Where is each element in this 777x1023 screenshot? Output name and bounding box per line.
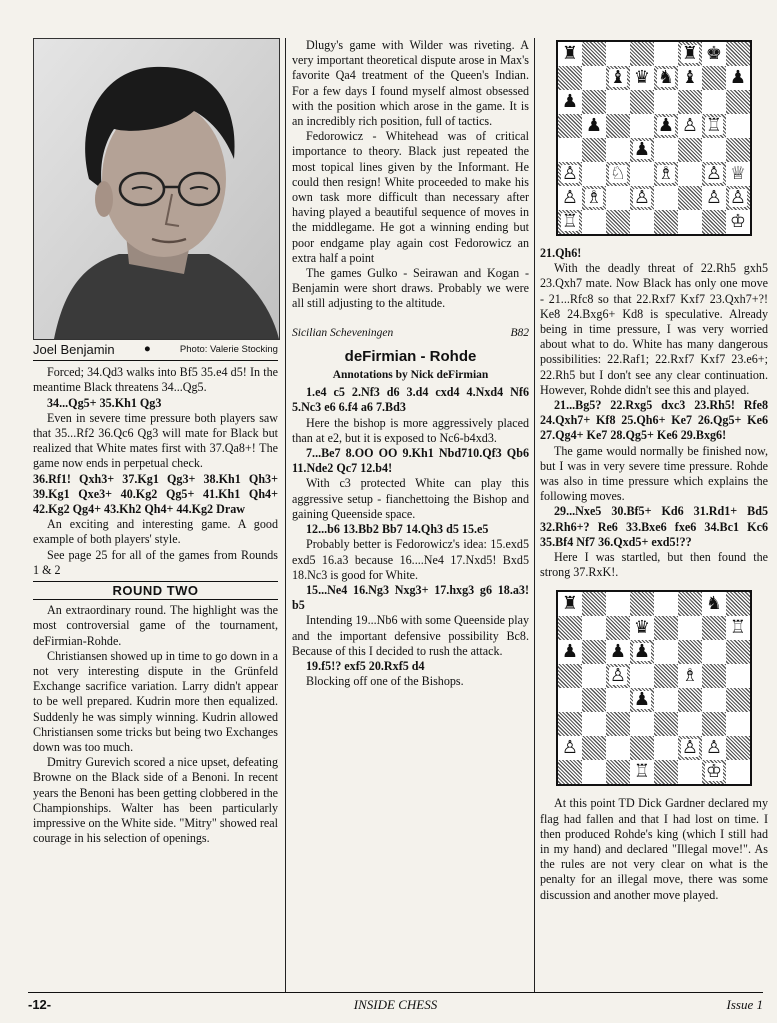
- paragraph: With c3 protected White can play this aggressive setup - fianchettoing the Bishop and gaining Queenside space.: [292, 476, 529, 521]
- board-square: [558, 114, 582, 138]
- board-square: [558, 664, 582, 688]
- chess-diagram-1: [556, 40, 752, 236]
- paragraph: An exciting and interesting game. A good example of both players' style.: [33, 517, 278, 547]
- paragraph: The game would normally be finished now, but I was in very severe time pressure. Rohde was also in time pressure which explains the following moves.: [540, 443, 768, 504]
- annotator-line: Annotations by Nick deFirmian: [332, 369, 489, 382]
- page-number: -12-: [28, 997, 52, 1012]
- board-square: [726, 760, 750, 784]
- board-square: [582, 616, 606, 640]
- board-square: [558, 592, 582, 616]
- black-rook-icon: ♜: [681, 43, 699, 64]
- board-square: [558, 712, 582, 736]
- board-square: [606, 186, 630, 210]
- portrait-illustration: [34, 39, 279, 339]
- board-square: [582, 90, 606, 114]
- board-square: [630, 760, 654, 784]
- board-square: [702, 640, 726, 664]
- board-square: [630, 114, 654, 138]
- page-footer: [28, 997, 763, 1017]
- board-square: [558, 162, 582, 186]
- board-square: [678, 664, 702, 688]
- black-queen-icon: ♛: [633, 617, 651, 639]
- board-square: [654, 640, 678, 664]
- board-square: [678, 688, 702, 712]
- board-square: [678, 186, 702, 210]
- board-square: [606, 138, 630, 162]
- board-square: [678, 616, 702, 640]
- board-square: [558, 138, 582, 162]
- board-square: [654, 760, 678, 784]
- board-square: [654, 664, 678, 688]
- board-square: [726, 736, 750, 760]
- caption-name: Joel Benjamin: [33, 342, 115, 357]
- board-square: [726, 42, 750, 66]
- board-square: [606, 688, 630, 712]
- magazine-name: INSIDE CHESS: [353, 997, 438, 1012]
- board-square: [678, 42, 702, 66]
- board-square: [582, 114, 606, 138]
- board-square: [702, 186, 726, 210]
- board-square: [558, 616, 582, 640]
- board-square: [630, 616, 654, 640]
- board-square: [654, 138, 678, 162]
- board-square: [582, 186, 606, 210]
- board-square: [702, 66, 726, 90]
- column-1: [33, 38, 278, 847]
- board-square: [726, 162, 750, 186]
- board-square: [606, 42, 630, 66]
- board-square: [582, 664, 606, 688]
- paragraph: The games Gulko - Seirawan and Kogan - Benjamin were short draws. Probably we were all still adjusting to the altitude.: [292, 266, 529, 311]
- white-pawn-icon: ♙: [705, 163, 723, 184]
- board-square: [630, 688, 654, 712]
- board-square: [630, 640, 654, 664]
- board-square: [630, 664, 654, 688]
- paragraph: With the deadly threat of 22.Rh5 gxh5 23.Qxh7 mate. Now Black has only one move - 21...Rfc8 so that 22.Rxf7 Kxf7 23.Qxh7+?! Ke8 24.Bxg6+ Kd8 is speculative. Already being in time pressure, I was very worried about what to do. White has many dangerous possibilities: 22.Raf1; 22.Rxf7 Kxf7 23.e6+; 22.Rh5 but I don't see any clear continuation. However, Rohde didn't see this and played.: [540, 261, 768, 397]
- board-square: [582, 138, 606, 162]
- board-square: [678, 760, 702, 784]
- board-square: [606, 760, 630, 784]
- board-square: [582, 712, 606, 736]
- board-square: [726, 616, 750, 640]
- board-square: [582, 640, 606, 664]
- section-heading: ROUND TWO: [33, 581, 278, 600]
- board-square: [654, 42, 678, 66]
- move-text: 29...Nxe5 30.Bf5+ Kd6 31.Rd1+ Bd5 32.Rh6+? Re6 33.Bxe6 fxe6 34.Bc1 Kc6 35.Bf4 Nf7 36.Qxd5+ exd5!??: [540, 504, 768, 549]
- column-divider: [285, 38, 286, 993]
- board-square: [606, 162, 630, 186]
- caption-credit: Photo: Valerie Stocking: [179, 344, 278, 355]
- board-square: [678, 640, 702, 664]
- board-square: [702, 114, 726, 138]
- white-pawn-icon: ♙: [633, 187, 651, 208]
- board-square: [726, 664, 750, 688]
- black-knight-icon: ♞: [657, 67, 675, 88]
- board-square: [582, 592, 606, 616]
- paragraph: At this point TD Dick Gardner declared my flag had fallen and that I had lost on time. I then produced Rohde's king (which I still had in my hand) and declared "Illegal move!". As the rules are not very clear on what is the penalty for an illegal move, there was some discussion and another move played.: [540, 796, 768, 902]
- board-square: [654, 712, 678, 736]
- move-text: 7...Be7 8.OO OO 9.Kh1 Nbd710.Qf3 Qb6 11.Nde2 Qc7 12.b4!: [292, 446, 529, 476]
- white-rook-icon: ♖: [633, 761, 651, 783]
- move-text: 1.e4 c5 2.Nf3 d6 3.d4 cxd4 4.Nxd4 Nf6 5.Nc3 e6 6.f4 a6 7.Bd3: [292, 385, 529, 415]
- issue-label: Issue 1: [726, 997, 763, 1012]
- board-square: [558, 688, 582, 712]
- move-text: 36.Rf1! Qxh3+ 37.Kg1 Qg3+ 38.Kh1 Qh3+ 39.Kg1 Qxe3+ 40.Kg2 Qg5+ 41.Kh1 Qh4+ 42.Kg2 Qg4+ 43.Kh2 Qh4+ 44.Kg2 Draw: [33, 471, 278, 517]
- board-square: [702, 592, 726, 616]
- board-square: [558, 760, 582, 784]
- white-rook-icon: ♖: [561, 211, 579, 232]
- board-square: [558, 210, 582, 234]
- board-square: [678, 712, 702, 736]
- board-square: [654, 162, 678, 186]
- paragraph: Dmitry Gurevich scored a nice upset, defeating Browne on the Black side of a Benoni. In recent years the Benoni has been getting clobbered in the Championships. Walter has been particularly impressive on the White side. "Mitry" showed real courage in his selection of openings.: [33, 755, 278, 846]
- white-pawn-icon: ♙: [729, 187, 747, 208]
- white-pawn-icon: ♙: [705, 737, 723, 759]
- white-rook-icon: ♖: [729, 617, 747, 639]
- board-square: [606, 114, 630, 138]
- board-square: [630, 162, 654, 186]
- board-square: [726, 712, 750, 736]
- move-text: 21.Qh6!: [540, 246, 582, 260]
- board-square: [702, 210, 726, 234]
- board-square: [654, 210, 678, 234]
- white-pawn-icon: ♙: [609, 665, 627, 687]
- board-square: [630, 42, 654, 66]
- board-square: [582, 162, 606, 186]
- paragraph: Forced; 34.Qd3 walks into Bf5 35.e4 d5! In the meantime Black threatens 34...Qg5.: [33, 365, 278, 395]
- board-square: [606, 592, 630, 616]
- board-square: [582, 66, 606, 90]
- black-bishop-icon: ♝: [609, 67, 627, 88]
- board-square: [606, 90, 630, 114]
- white-bishop-icon: ♗: [585, 187, 603, 208]
- column-2: [292, 38, 529, 689]
- board-square: [630, 138, 654, 162]
- column-3: [540, 38, 768, 903]
- board-square: [606, 616, 630, 640]
- board-square: [678, 138, 702, 162]
- black-pawn-icon: ♟: [657, 115, 675, 136]
- board-square: [726, 688, 750, 712]
- black-pawn-icon: ♟: [561, 641, 579, 663]
- black-knight-icon: ♞: [705, 593, 723, 615]
- portrait-photo: [33, 38, 280, 340]
- black-king-icon: ♚: [705, 43, 723, 64]
- paragraph: Fedorowicz - Whitehead was of critical importance to theory. Black just repeated the most topical lines given by the Informant. He could then resign! White proceeded to make his own task more difficult than necessary after having played a beautiful sequence of moves in the middlegame. He got a winning ending but poor endgame play again cost Fedorowicz an extra half a point: [292, 129, 529, 265]
- board-square: [558, 90, 582, 114]
- black-rook-icon: ♜: [561, 593, 579, 615]
- white-knight-icon: ♘: [609, 163, 627, 184]
- paragraph: Here I was startled, but then found the strong 37.RxK!.: [540, 550, 768, 580]
- board-square: [654, 616, 678, 640]
- board-square: [726, 90, 750, 114]
- board-square: [678, 66, 702, 90]
- board-square: [678, 592, 702, 616]
- board-square: [654, 186, 678, 210]
- board-square: [558, 42, 582, 66]
- board-square: [654, 90, 678, 114]
- paragraph: Christiansen showed up in time to go down in a not very interesting dispute in the Grünfeld Exchange sacrifice variation. Larry didn't appear to be well prepared. Kudrin more then equalized. Suddenly he was simply winning. Kudrin allowed Christiansen some tricks but being two Exchanges down was too much.: [33, 648, 278, 755]
- board-square: [678, 90, 702, 114]
- black-rook-icon: ♜: [561, 43, 579, 64]
- board-square: [702, 42, 726, 66]
- board-square: [606, 664, 630, 688]
- paragraph: See page 25 for all of the games from Rounds 1 & 2: [33, 547, 278, 577]
- black-bishop-icon: ♝: [681, 67, 699, 88]
- board-square: [702, 736, 726, 760]
- black-pawn-icon: ♟: [585, 115, 603, 136]
- white-rook-icon: ♖: [705, 115, 723, 136]
- white-bishop-icon: ♗: [657, 163, 675, 184]
- black-pawn-icon: ♟: [633, 641, 651, 663]
- board-square: [702, 712, 726, 736]
- board-square: [702, 760, 726, 784]
- photo-caption: [33, 340, 278, 361]
- board-square: [582, 736, 606, 760]
- board-square: [630, 736, 654, 760]
- white-pawn-icon: ♙: [681, 115, 699, 136]
- board-square: [630, 66, 654, 90]
- board-square: [630, 186, 654, 210]
- white-pawn-icon: ♙: [705, 187, 723, 208]
- board-square: [726, 640, 750, 664]
- board-square: [678, 114, 702, 138]
- footer-rule: [28, 992, 763, 994]
- black-pawn-icon: ♟: [729, 67, 747, 88]
- board-square: [702, 664, 726, 688]
- opening-name: Sicilian Scheveningen: [292, 326, 394, 339]
- white-pawn-icon: ♙: [561, 737, 579, 759]
- board-square: [726, 186, 750, 210]
- board-square: [558, 186, 582, 210]
- board-square: [582, 42, 606, 66]
- board-square: [702, 688, 726, 712]
- board-square: [558, 736, 582, 760]
- white-bishop-icon: ♗: [681, 665, 699, 687]
- paragraph: An extraordinary round. The highlight was the most controversial game of the tournament, deFirmian-Rohde.: [33, 603, 278, 648]
- white-king-icon: ♔: [729, 211, 747, 232]
- move-text: 15...Ne4 16.Ng3 Nxg3+ 17.hxg3 g6 18.a3! b5: [292, 582, 529, 613]
- board-square: [654, 114, 678, 138]
- board-square: [606, 210, 630, 234]
- board-square: [630, 90, 654, 114]
- board-square: [654, 66, 678, 90]
- board-square: [558, 640, 582, 664]
- move-text: 12...b6 13.Bb2 Bb7 14.Qh3 d5 15.e5: [306, 522, 489, 537]
- move-text: 34...Qg5+ 35.Kh1 Qg3: [47, 395, 162, 410]
- board-square: [726, 210, 750, 234]
- board-square: [582, 210, 606, 234]
- black-pawn-icon: ♟: [633, 139, 651, 160]
- board-square: [630, 210, 654, 234]
- board-square: [678, 210, 702, 234]
- black-pawn-icon: ♟: [561, 91, 579, 112]
- board-square: [654, 592, 678, 616]
- eco-code: B82: [510, 326, 529, 339]
- board-square: [726, 66, 750, 90]
- white-king-icon: ♔: [705, 761, 723, 783]
- paragraph: Intending 19...Nb6 with some Queenside play and the important defensive possibility Bc8. Because of this I decided to rush the attack.: [292, 613, 529, 658]
- white-pawn-icon: ♙: [561, 187, 579, 208]
- paragraph: Here the bishop is more aggressively placed than at e2, but it is exposed to Nc6-b4xd3.: [292, 415, 529, 445]
- board-square: [678, 736, 702, 760]
- paragraph: Blocking off one of the Bishops.: [306, 674, 464, 689]
- white-pawn-icon: ♙: [681, 737, 699, 759]
- black-queen-icon: ♛: [633, 67, 651, 88]
- board-square: [606, 640, 630, 664]
- board-square: [558, 66, 582, 90]
- paragraph: Even in severe time pressure both players saw that 35...Rf2 36.Qc6 Qg3 will mate for Black but realized that White mates first with 37.Qa8+! The game now ends in perpetual check.: [33, 410, 278, 471]
- board-square: [606, 712, 630, 736]
- board-square: [654, 736, 678, 760]
- chess-diagram-2: [556, 590, 752, 786]
- board-square: [606, 736, 630, 760]
- black-pawn-icon: ♟: [633, 689, 651, 711]
- opening-line: [292, 326, 529, 341]
- move-text: 21...Bg5? 22.Rxg5 dxc3 23.Rh5! Rfe8 24.Qxh7+ Kf8 25.Qh6+ Ke7 26.Qg5+ Ke6 27.Qg4+ Ke7 28.Qg5+ Ke6 29.Bxg6!: [540, 398, 768, 443]
- bullet-icon: ●: [143, 343, 151, 355]
- board-square: [702, 162, 726, 186]
- board-square: [678, 162, 702, 186]
- board-square: [582, 688, 606, 712]
- board-square: [606, 66, 630, 90]
- board-square: [726, 114, 750, 138]
- board-square: [702, 90, 726, 114]
- column-divider: [534, 38, 535, 993]
- board-square: [726, 138, 750, 162]
- black-pawn-icon: ♟: [609, 641, 627, 663]
- board-square: [582, 760, 606, 784]
- paragraph: Dlugy's game with Wilder was riveting. A very important theoretical dispute arose in Max's favorite Qa4 treatment of the Queen's Indian. For a few days I found myself almost obsessed with the position which arose in the game. It is an incredibly rich position, full of tactics.: [292, 38, 529, 129]
- board-square: [654, 688, 678, 712]
- white-pawn-icon: ♙: [561, 163, 579, 184]
- game-title: deFirmian - Rohde: [344, 347, 477, 365]
- white-queen-icon: ♕: [729, 163, 747, 184]
- board-square: [702, 616, 726, 640]
- board-square: [630, 592, 654, 616]
- board-square: [702, 138, 726, 162]
- board-square: [630, 712, 654, 736]
- board-square: [726, 592, 750, 616]
- move-text: 19.f5!? exf5 20.Rxf5 d4: [306, 658, 425, 673]
- paragraph: Probably better is Fedorowicz's idea: 15.exd5 exd5 16.a3 because 16....Ne4 17.Nxd5! Bxd5 18.Nc3 is good for White.: [292, 537, 529, 582]
